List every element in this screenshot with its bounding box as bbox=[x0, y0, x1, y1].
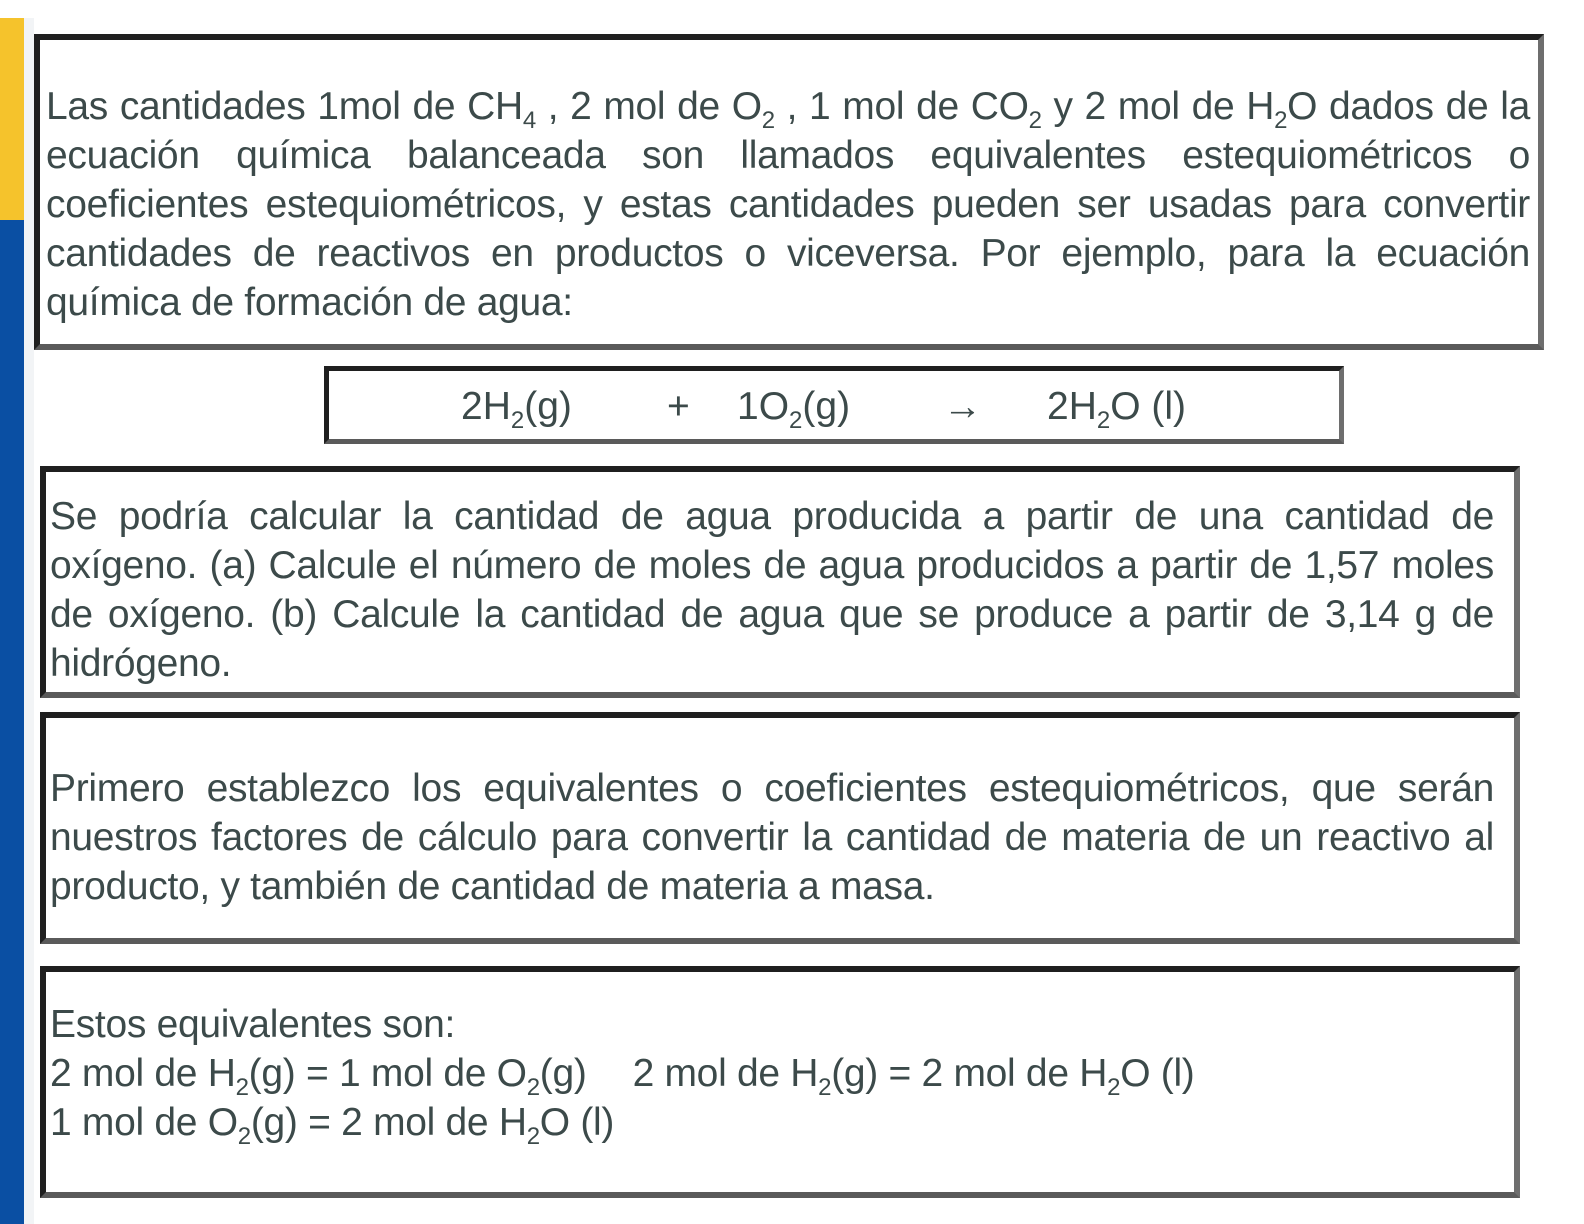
accent-bar-yellow bbox=[0, 18, 24, 220]
equiv-l2-c: (g) bbox=[539, 1052, 587, 1095]
intro-text-4: y 2 mol de H bbox=[1041, 85, 1275, 128]
equation-p-pre: 2H bbox=[1047, 385, 1097, 428]
equivalents-line-2 bbox=[50, 1049, 1494, 1101]
equiv-l2-e: (g) = 2 mol de H bbox=[831, 1052, 1108, 1095]
equation-r2-sub: 2 bbox=[789, 406, 803, 434]
accent-bar-blue bbox=[0, 220, 24, 1224]
equiv-l3-a: 1 mol de O bbox=[50, 1101, 238, 1144]
first-step-paragraph: Primero establezco los equivalentes o coeficientes estequiométricos, que serán nuestros factores de cálculo para convertir la cantidad de materia de un reactivo al producto, y también de cantidad de materia a masa. bbox=[50, 767, 1494, 908]
equation-plus: + bbox=[667, 385, 690, 428]
accent-bar-gap bbox=[24, 18, 34, 1224]
equation-product-h2o bbox=[1047, 385, 1187, 434]
intro-paragraph bbox=[40, 40, 1538, 327]
intro-sub-4: 2 bbox=[1274, 106, 1288, 134]
equiv-l2-d-sub: 2 bbox=[818, 1073, 832, 1101]
equation-arrow: → bbox=[943, 385, 982, 428]
equiv-l3-a-sub: 2 bbox=[237, 1122, 251, 1150]
equiv-l2-d: 2 mol de H bbox=[632, 1052, 819, 1095]
equivalents-content bbox=[46, 972, 1514, 1150]
equation-p-post: O (l) bbox=[1110, 385, 1187, 428]
question-paragraph: Se podría calcular la cantidad de agua producida a partir de una cantidad de oxígeno. (a) Calcule el número de moles de agua producidos a partir de 1,57 moles de oxígeno. (b) Calcule la cantidad de agua que se produce a partir de 3,14 g de hidrógeno. bbox=[50, 495, 1494, 685]
equivalents-heading: Estos equivalentes son: bbox=[50, 1003, 456, 1046]
equivalents-box bbox=[40, 966, 1520, 1198]
equation-reactant-h2 bbox=[461, 385, 572, 434]
intro-sub-1: 4 bbox=[522, 106, 536, 134]
equiv-l2-a: 2 mol de H bbox=[50, 1052, 236, 1095]
equation-p-sub: 2 bbox=[1096, 406, 1111, 434]
intro-sub-3: 2 bbox=[1028, 106, 1042, 134]
equation-r1-sub: 2 bbox=[510, 406, 525, 434]
equation-reactant-o2 bbox=[737, 385, 851, 434]
equation-r1-pre: 2H bbox=[461, 385, 511, 428]
equiv-l2-a-sub: 2 bbox=[235, 1073, 249, 1101]
equiv-l3-b-sub: 2 bbox=[526, 1122, 540, 1150]
question-box bbox=[40, 466, 1520, 698]
intro-text-3: , 1 mol de CO bbox=[774, 85, 1029, 128]
intro-text-2: , 2 mol de O bbox=[535, 85, 762, 128]
intro-text-1: Las cantidades 1mol de CH bbox=[46, 85, 523, 128]
equiv-l3-c: O (l) bbox=[539, 1101, 615, 1144]
equiv-l2-b: (g) = 1 mol de O bbox=[248, 1052, 527, 1095]
equiv-l2-e-sub: 2 bbox=[1107, 1073, 1121, 1101]
equation-box bbox=[324, 366, 1344, 444]
equivalents-line-3 bbox=[50, 1098, 1494, 1150]
equation-r2-post: (g) bbox=[802, 385, 851, 428]
equiv-l3-b: (g) = 2 mol de H bbox=[250, 1101, 527, 1144]
first-step-box bbox=[40, 712, 1520, 944]
equation-r1-post: (g) bbox=[524, 385, 572, 428]
equation-r2-pre: 1O bbox=[737, 385, 790, 428]
intro-text-5: O dados de la ecuación química balanceada son llamados equivalentes estequiométricos o coeficientes estequiométricos, y estas cantidades pueden ser usadas para convertir cantidades de reactivos en productos o viceversa. Por ejemplo, para la ecuación química de formación de agua: bbox=[46, 85, 1530, 324]
intro-text-box bbox=[34, 34, 1544, 350]
equiv-l2-f: O (l) bbox=[1120, 1052, 1195, 1095]
intro-sub-2: 2 bbox=[761, 106, 775, 134]
equiv-l2-b-sub: 2 bbox=[526, 1073, 540, 1101]
chemical-equation bbox=[329, 371, 1339, 439]
